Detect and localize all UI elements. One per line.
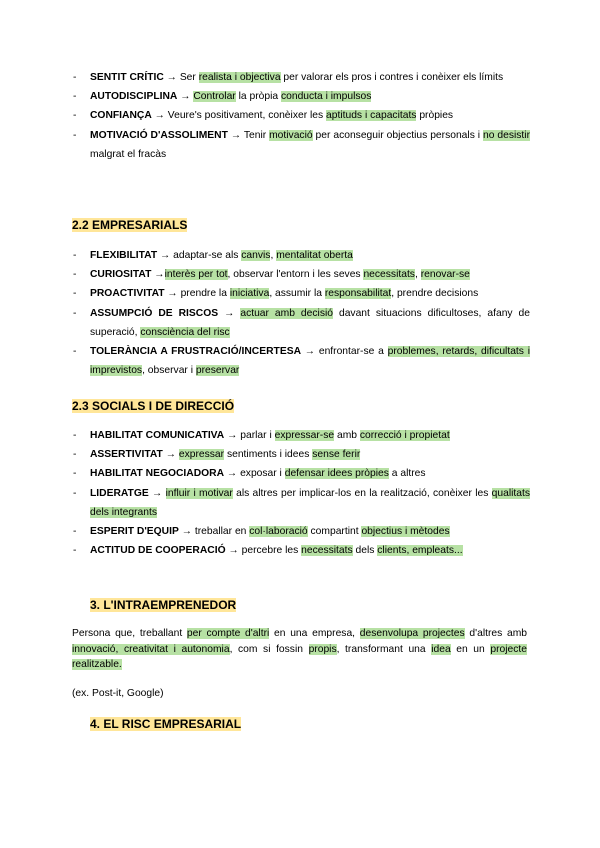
text-segment: la pròpia bbox=[235, 91, 281, 103]
highlighted-text: aptituds i capacitats bbox=[326, 110, 417, 122]
text-segment: per valorar els pros i contres i conèixer els límits bbox=[280, 72, 504, 83]
list-item bbox=[73, 246, 530, 265]
text-segment: → Veure's positivament, conèixer les bbox=[151, 110, 327, 122]
text-segment: a altres bbox=[388, 468, 426, 480]
text-segment: dels bbox=[352, 545, 378, 557]
highlighted-text: innovació, creativitat i autonomia bbox=[72, 643, 230, 655]
highlighted-text: necessitats bbox=[363, 269, 415, 281]
text-segment: → bbox=[218, 307, 241, 319]
term-label: LIDERATGE bbox=[90, 487, 149, 499]
heading-intraemprenedor-text: 3. L'INTRAEMPRENEDOR bbox=[90, 598, 237, 612]
list-item bbox=[73, 445, 530, 464]
term-label: FLEXIBILITAT bbox=[90, 250, 158, 261]
highlighted-text: expressar bbox=[178, 449, 225, 461]
highlighted-text: actuar amb decisió bbox=[240, 307, 333, 319]
list-item bbox=[73, 484, 530, 522]
term-label: ASSERTIVITAT bbox=[90, 449, 163, 461]
list-item bbox=[73, 522, 530, 541]
heading-risc-text: 4. EL RISC EMPRESARIAL bbox=[90, 717, 242, 731]
text-segment: → enfrontar-se a bbox=[301, 346, 388, 358]
text-segment: → bbox=[148, 487, 166, 499]
text-segment: en una empresa, bbox=[269, 628, 360, 639]
text-segment: → adaptar-se als bbox=[157, 250, 242, 261]
highlighted-text: defensar idees pròpies bbox=[284, 468, 389, 480]
term-label: CONFIANÇA bbox=[90, 110, 152, 122]
text-segment: → bbox=[177, 91, 194, 103]
term-label: HABILITAT NEGOCIADORA bbox=[90, 468, 225, 480]
highlighted-text: objectius i mètodes bbox=[361, 526, 450, 538]
highlighted-text: necessitats bbox=[301, 545, 353, 557]
highlighted-text: motivació bbox=[269, 129, 313, 141]
highlighted-text: mentalitat oberta bbox=[276, 250, 353, 261]
text-segment: → exposar i bbox=[224, 468, 285, 480]
highlighted-text: consciència del risc bbox=[140, 326, 230, 338]
list-item bbox=[73, 426, 530, 445]
bullet-dash: - bbox=[73, 288, 77, 300]
list-item bbox=[73, 68, 530, 87]
bullet-dash: - bbox=[73, 72, 77, 83]
text-segment: , bbox=[414, 269, 421, 281]
list-item bbox=[73, 265, 530, 284]
term-label: AUTODISCIPLINA bbox=[90, 91, 178, 103]
text-segment: , prendre decisions bbox=[391, 288, 479, 300]
highlighted-text: Controlar bbox=[193, 91, 236, 103]
term-label: MOTIVACIÓ D'ASSOLIMENT bbox=[90, 129, 228, 141]
bullet-dash: - bbox=[73, 545, 77, 557]
highlighted-text: responsabilitat bbox=[324, 288, 392, 300]
highlighted-text: correcció i propietat bbox=[359, 430, 450, 441]
highlighted-text: renovar-se bbox=[420, 269, 470, 281]
text-segment: compartint bbox=[307, 526, 362, 538]
bullet-dash: - bbox=[73, 468, 77, 480]
highlighted-text: sense ferir bbox=[312, 449, 361, 461]
term-label: HABILITAT COMUNICATIVA bbox=[90, 430, 225, 441]
highlighted-text: realista i objectiva bbox=[198, 72, 281, 83]
bullet-dash: - bbox=[73, 250, 77, 261]
business-qualities-list bbox=[73, 246, 530, 380]
section-heading-intraemprenedor bbox=[90, 597, 236, 613]
text-segment: als altres per implicar-los en la realització, conèixer les bbox=[232, 487, 492, 499]
bullet-dash: - bbox=[73, 110, 77, 122]
text-segment: → treballar en bbox=[178, 526, 250, 538]
text-segment: → Tenir bbox=[227, 129, 270, 141]
highlighted-text: clients, empleats... bbox=[377, 545, 463, 557]
bullet-dash: - bbox=[73, 91, 77, 103]
text-segment: → prendre la bbox=[164, 288, 230, 300]
text-segment: d'altres amb bbox=[464, 628, 528, 639]
social-qualities-list bbox=[73, 426, 530, 560]
highlighted-text: propis bbox=[308, 643, 337, 655]
bullet-dash: - bbox=[73, 487, 77, 499]
highlighted-text: canvis bbox=[241, 250, 271, 261]
list-item bbox=[73, 304, 530, 342]
bullet-dash: - bbox=[73, 269, 77, 281]
list-item bbox=[73, 541, 530, 560]
highlighted-text: influir i motivar bbox=[165, 487, 233, 499]
text-segment: , transformant una bbox=[336, 643, 432, 655]
section-heading-socials bbox=[72, 398, 234, 414]
highlighted-text: conducta i impulsos bbox=[280, 91, 372, 103]
text-segment: amb bbox=[334, 430, 360, 441]
text-segment: , bbox=[270, 250, 277, 261]
section-heading-empresarials bbox=[72, 217, 187, 233]
term-label: CURIOSITAT bbox=[90, 269, 152, 281]
highlighted-text: qualitats dels integrants bbox=[90, 487, 530, 518]
bullet-dash: - bbox=[73, 430, 77, 441]
heading-socials-text: 2.3 SOCIALS I DE DIRECCIÓ bbox=[72, 399, 235, 413]
list-item bbox=[73, 342, 530, 380]
term-label: ASSUMPCIÓ DE RISCOS bbox=[90, 307, 219, 319]
example-text: (ex. Post-it, Google) bbox=[72, 688, 164, 699]
text-segment: → parlar i bbox=[224, 430, 275, 441]
highlighted-text: projecte realitzable. bbox=[72, 643, 527, 670]
text-segment: Persona que, treballant bbox=[72, 628, 187, 639]
highlighted-text: col·laboració bbox=[249, 526, 308, 538]
section-heading-risc bbox=[90, 716, 241, 732]
highlighted-text: iniciativa bbox=[229, 288, 270, 300]
text-segment: , observar i bbox=[142, 365, 196, 377]
text-segment: davant situacions dificultoses, afany de superació, bbox=[90, 307, 530, 338]
bullet-dash: - bbox=[73, 449, 77, 461]
text-segment: → Ser bbox=[163, 72, 199, 83]
intraemprenedor-paragraph bbox=[72, 626, 527, 673]
text-segment: per aconseguir objectius personals i bbox=[312, 129, 483, 141]
heading-empresarials-text: 2.2 EMPRESARIALS bbox=[72, 218, 188, 232]
text-segment: en un bbox=[450, 643, 491, 655]
highlighted-text: idea bbox=[431, 643, 451, 655]
bullet-dash: - bbox=[73, 526, 77, 538]
bullet-dash: - bbox=[73, 346, 77, 358]
text-segment: malgrat el fracàs bbox=[90, 148, 167, 160]
personal-qualities-list bbox=[73, 68, 530, 164]
term-label: TOLERÀNCIA A FRUSTRACIÓ/INCERTESA bbox=[90, 346, 301, 358]
list-item bbox=[73, 464, 530, 483]
highlighted-text: per compte d'altri bbox=[186, 628, 270, 639]
text-segment: , com si fossin bbox=[229, 643, 309, 655]
list-item bbox=[73, 284, 530, 303]
text-segment: → bbox=[162, 449, 179, 461]
term-label: PROACTIVITAT bbox=[90, 288, 165, 300]
bullet-dash: - bbox=[73, 129, 77, 141]
highlighted-text: expressar-se bbox=[274, 430, 335, 441]
text-segment: → percebre les bbox=[225, 545, 302, 557]
text-segment: → bbox=[151, 269, 165, 281]
text-segment: , observar l'entorn i les seves bbox=[227, 269, 364, 281]
term-label: ESPERIT D'EQUIP bbox=[90, 526, 179, 538]
highlighted-text: problemes, retards, dificultats i imprevistos bbox=[90, 346, 530, 377]
highlighted-text: no desistir bbox=[483, 129, 530, 141]
text-segment: , assumir la bbox=[269, 288, 325, 300]
bullet-dash: - bbox=[73, 307, 77, 319]
highlighted-text: preservar bbox=[195, 365, 240, 377]
highlighted-text: interès per tot bbox=[164, 269, 228, 281]
text-segment: sentiments i idees bbox=[224, 449, 313, 461]
term-label: ACTITUD DE COOPERACIÓ bbox=[90, 545, 226, 557]
list-item bbox=[73, 87, 530, 106]
term-label: SENTIT CRÍTIC bbox=[90, 72, 164, 83]
list-item bbox=[73, 126, 530, 164]
list-item bbox=[73, 106, 530, 125]
highlighted-text: desenvolupa projectes bbox=[359, 628, 465, 639]
text-segment: pròpies bbox=[416, 110, 454, 122]
